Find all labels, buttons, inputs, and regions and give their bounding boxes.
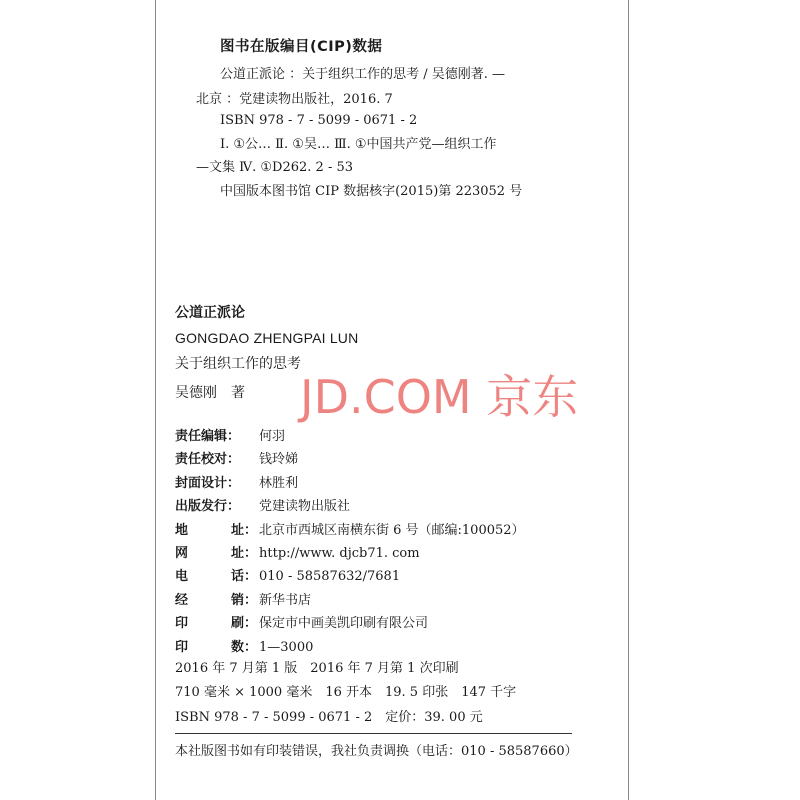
detail-value: 新华书店 [259,593,312,608]
detail-label: 印 数： [175,640,257,655]
detail-label: 经 销： [175,593,257,608]
cip-line-1: 公道正派论 ：关于组织工作的思考 / 吴德刚著. — [220,67,506,82]
book-author: 吴德刚 著 [175,385,245,401]
detail-label: 责任校对： [175,452,241,467]
detail-value: 010 - 58587632/7681 [259,569,401,584]
edition-line: 2016 年 7 月第 1 版 2016 年 7 月第 1 次印刷 [175,661,459,676]
detail-row [175,546,420,562]
detail-label: 网 址： [175,546,257,561]
format-line: 710 毫米 × 1000 毫米 16 开本 19. 5 印张 147 千字 [175,685,517,700]
detail-value: 北京市西城区南横东街 6 号（邮编:100052） [259,523,525,538]
detail-label: 封面设计： [175,476,241,491]
detail-row [175,476,298,492]
detail-row [175,640,313,656]
detail-row [175,569,400,585]
detail-value: http://www. djcb71. com [259,546,420,561]
detail-value: 何羽 [259,429,286,444]
detail-value: 钱玲娣 [259,452,299,467]
book-title: 公道正派论 [175,305,245,321]
detail-label: 责任编辑： [175,429,241,444]
cip-title: 图书在版编目(CIP)数据 [220,39,383,55]
cip-line-2: 北京 ：党建读物出版社，2016. 7 [196,92,393,107]
detail-row [175,593,311,609]
detail-label: 印 刷： [175,616,257,631]
divider [175,733,572,734]
book-subtitle: 关于组织工作的思考 [175,356,301,372]
cip-line-4: Ⅰ. ①公… Ⅱ. ①吴… Ⅲ. ①中国共产党—组织工作 [220,137,497,152]
cip-line-3: ISBN 978 - 7 - 5099 - 0671 - 2 [220,113,418,128]
detail-row [175,616,428,632]
notice-line: 本社版图书如有印装错误，我社负责调换（电话：010 - 58587660） [175,744,578,759]
detail-value: 保定市中画美凯印刷有限公司 [259,616,429,631]
isbn-price-line: ISBN 978 - 7 - 5099 - 0671 - 2 定价：39. 00 元 [175,710,483,725]
detail-row [175,429,285,445]
detail-row [175,523,525,539]
detail-value: 林胜利 [259,476,299,491]
detail-row [175,452,298,468]
book-title-pinyin: GONGDAO ZHENGPAI LUN [175,330,359,346]
detail-value: 1—3000 [259,640,314,655]
detail-label: 出版发行： [175,499,241,514]
detail-row [175,499,350,515]
cip-line-6: 中国版本图书馆 CIP 数据核字(2015)第 223052 号 [220,184,523,199]
detail-label: 地 址： [175,523,257,538]
jd-watermark: JD.COM 京东 [300,370,579,424]
detail-value: 党建读物出版社 [259,499,351,514]
cip-line-5: —文集 Ⅳ. ①D262. 2 - 53 [196,160,354,175]
detail-label: 电 话： [175,569,257,584]
